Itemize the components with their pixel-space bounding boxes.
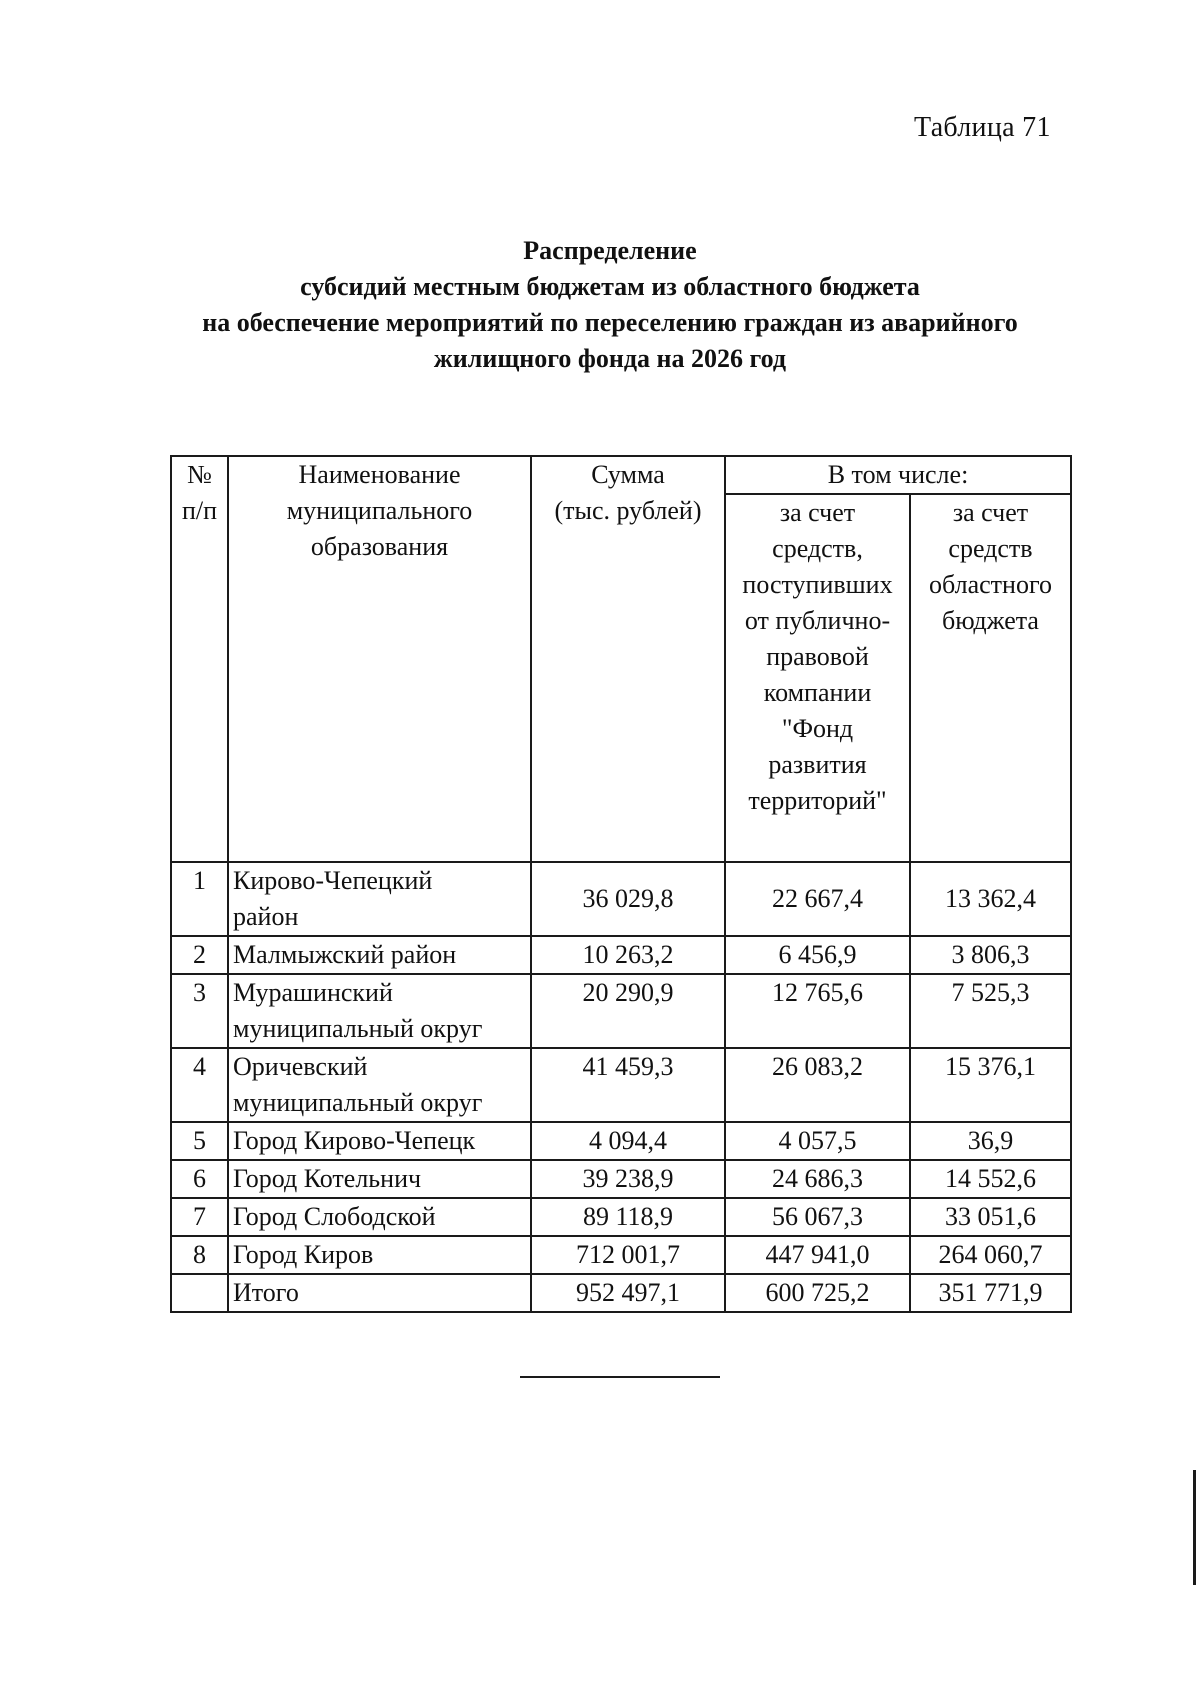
table-body — [171, 862, 1071, 1312]
municipality-name-line: Мурашинский — [233, 978, 393, 1007]
title-line: Распределение — [523, 236, 697, 265]
header-ppk-line: от публично- — [744, 606, 891, 635]
header-ppk — [725, 494, 910, 862]
amount-fund: 4 057,5 — [725, 1122, 910, 1160]
header-obl-line: бюджета — [942, 606, 1039, 635]
header-ppk-line: средств, — [772, 534, 863, 563]
scan-margin-mark — [1193, 1470, 1196, 1585]
title-line: жилищного фонда на 2026 год — [433, 344, 787, 373]
amount-regional: 36,9 — [910, 1122, 1071, 1160]
header-ppk-line: территорий" — [748, 786, 887, 815]
amount-fund: 447 941,0 — [725, 1236, 910, 1274]
row-number: 6 — [171, 1160, 228, 1198]
header-name-line: Наименование — [298, 460, 461, 489]
amount-fund: 600 725,2 — [725, 1274, 910, 1312]
amount-total: 10 263,2 — [531, 936, 725, 974]
header-name-line: муниципального — [286, 496, 473, 525]
amount-regional: 7 525,3 — [910, 974, 1071, 1048]
table-row — [171, 1236, 1071, 1274]
municipality-name — [228, 1198, 531, 1236]
row-number: 2 — [171, 936, 228, 974]
municipality-name-line: Итого — [233, 1278, 299, 1307]
amount-regional: 264 060,7 — [910, 1236, 1071, 1274]
municipality-name-line: Город Киров — [233, 1240, 374, 1269]
table-row — [171, 974, 1071, 1048]
municipality-name — [228, 974, 531, 1048]
bottom-divider — [520, 1376, 720, 1378]
table-row — [171, 1274, 1071, 1312]
header-obl-line: за счет — [952, 498, 1029, 527]
amount-total: 952 497,1 — [531, 1274, 725, 1312]
header-group: В том числе: — [725, 456, 1071, 494]
amount-total: 712 001,7 — [531, 1236, 725, 1274]
table-row — [171, 1122, 1071, 1160]
row-number: 1 — [171, 862, 228, 936]
municipality-name — [228, 1160, 531, 1198]
header-ppk-line: развития — [768, 750, 867, 779]
amount-total: 4 094,4 — [531, 1122, 725, 1160]
municipality-name-line: муниципальный округ — [233, 1014, 483, 1043]
header-ppk-line: за счет — [779, 498, 856, 527]
title-line: на обеспечение мероприятий по переселению граждан из аварийного — [202, 308, 1018, 337]
municipality-name-line: Оричевский — [233, 1052, 368, 1081]
municipality-name — [228, 1122, 531, 1160]
table-row — [171, 862, 1071, 936]
header-num-line: № — [187, 460, 212, 489]
header-sum — [531, 456, 725, 862]
amount-fund: 22 667,4 — [725, 862, 910, 936]
title-line: субсидий местным бюджетам из областного бюджета — [300, 272, 920, 301]
municipality-name-line: Город Кирово-Чепецк — [233, 1126, 476, 1155]
table-number: Таблица 71 — [914, 112, 1051, 143]
table-row — [171, 1160, 1071, 1198]
amount-total: 89 118,9 — [531, 1198, 725, 1236]
amount-fund: 26 083,2 — [725, 1048, 910, 1122]
header-obl-line: средств — [948, 534, 1033, 563]
amount-fund: 56 067,3 — [725, 1198, 910, 1236]
row-number: 5 — [171, 1122, 228, 1160]
amount-regional: 14 552,6 — [910, 1160, 1071, 1198]
header-name — [228, 456, 531, 862]
amount-regional: 351 771,9 — [910, 1274, 1071, 1312]
municipality-name — [228, 1236, 531, 1274]
amount-regional: 3 806,3 — [910, 936, 1071, 974]
municipality-name — [228, 1048, 531, 1122]
row-number: 4 — [171, 1048, 228, 1122]
amount-total: 41 459,3 — [531, 1048, 725, 1122]
table-row — [171, 1198, 1071, 1236]
table-row — [171, 936, 1071, 974]
amount-total: 20 290,9 — [531, 974, 725, 1048]
amount-total: 39 238,9 — [531, 1160, 725, 1198]
amount-regional: 13 362,4 — [910, 862, 1071, 936]
municipality-name-line: Кирово-Чепецкий — [233, 866, 433, 895]
municipality-name-line: район — [233, 902, 299, 931]
row-number: 3 — [171, 974, 228, 1048]
header-obl-line: областного — [929, 570, 1052, 599]
subsidy-distribution-table — [170, 455, 1072, 1313]
header-sum-line: (тыс. рублей) — [554, 496, 702, 525]
header-ppk-line: "Фонд — [781, 714, 854, 743]
header-name-line: образования — [310, 532, 449, 561]
municipality-name-line: Город Слободской — [233, 1202, 436, 1231]
amount-fund: 12 765,6 — [725, 974, 910, 1048]
table-row — [171, 1048, 1071, 1122]
header-obl — [910, 494, 1071, 862]
amount-regional: 33 051,6 — [910, 1198, 1071, 1236]
header-ppk-line: поступивших — [742, 570, 893, 599]
municipality-name-line: Малмыжский район — [233, 940, 457, 969]
amount-fund: 24 686,3 — [725, 1160, 910, 1198]
header-sum-line: Сумма — [591, 460, 665, 489]
amount-total: 36 029,8 — [531, 862, 725, 936]
row-number — [171, 1274, 228, 1312]
row-number: 7 — [171, 1198, 228, 1236]
row-number: 8 — [171, 1236, 228, 1274]
amount-fund: 6 456,9 — [725, 936, 910, 974]
municipality-name — [228, 936, 531, 974]
municipality-name — [228, 862, 531, 936]
document-title — [120, 233, 1100, 377]
header-num-line: п/п — [181, 496, 218, 525]
header-ppk-line: правовой — [766, 642, 869, 671]
municipality-name — [228, 1274, 531, 1312]
municipality-name-line: муниципальный округ — [233, 1088, 483, 1117]
amount-regional: 15 376,1 — [910, 1048, 1071, 1122]
municipality-name-line: Город Котельнич — [233, 1164, 422, 1193]
header-num — [171, 456, 228, 862]
header-ppk-line: компании — [763, 678, 872, 707]
